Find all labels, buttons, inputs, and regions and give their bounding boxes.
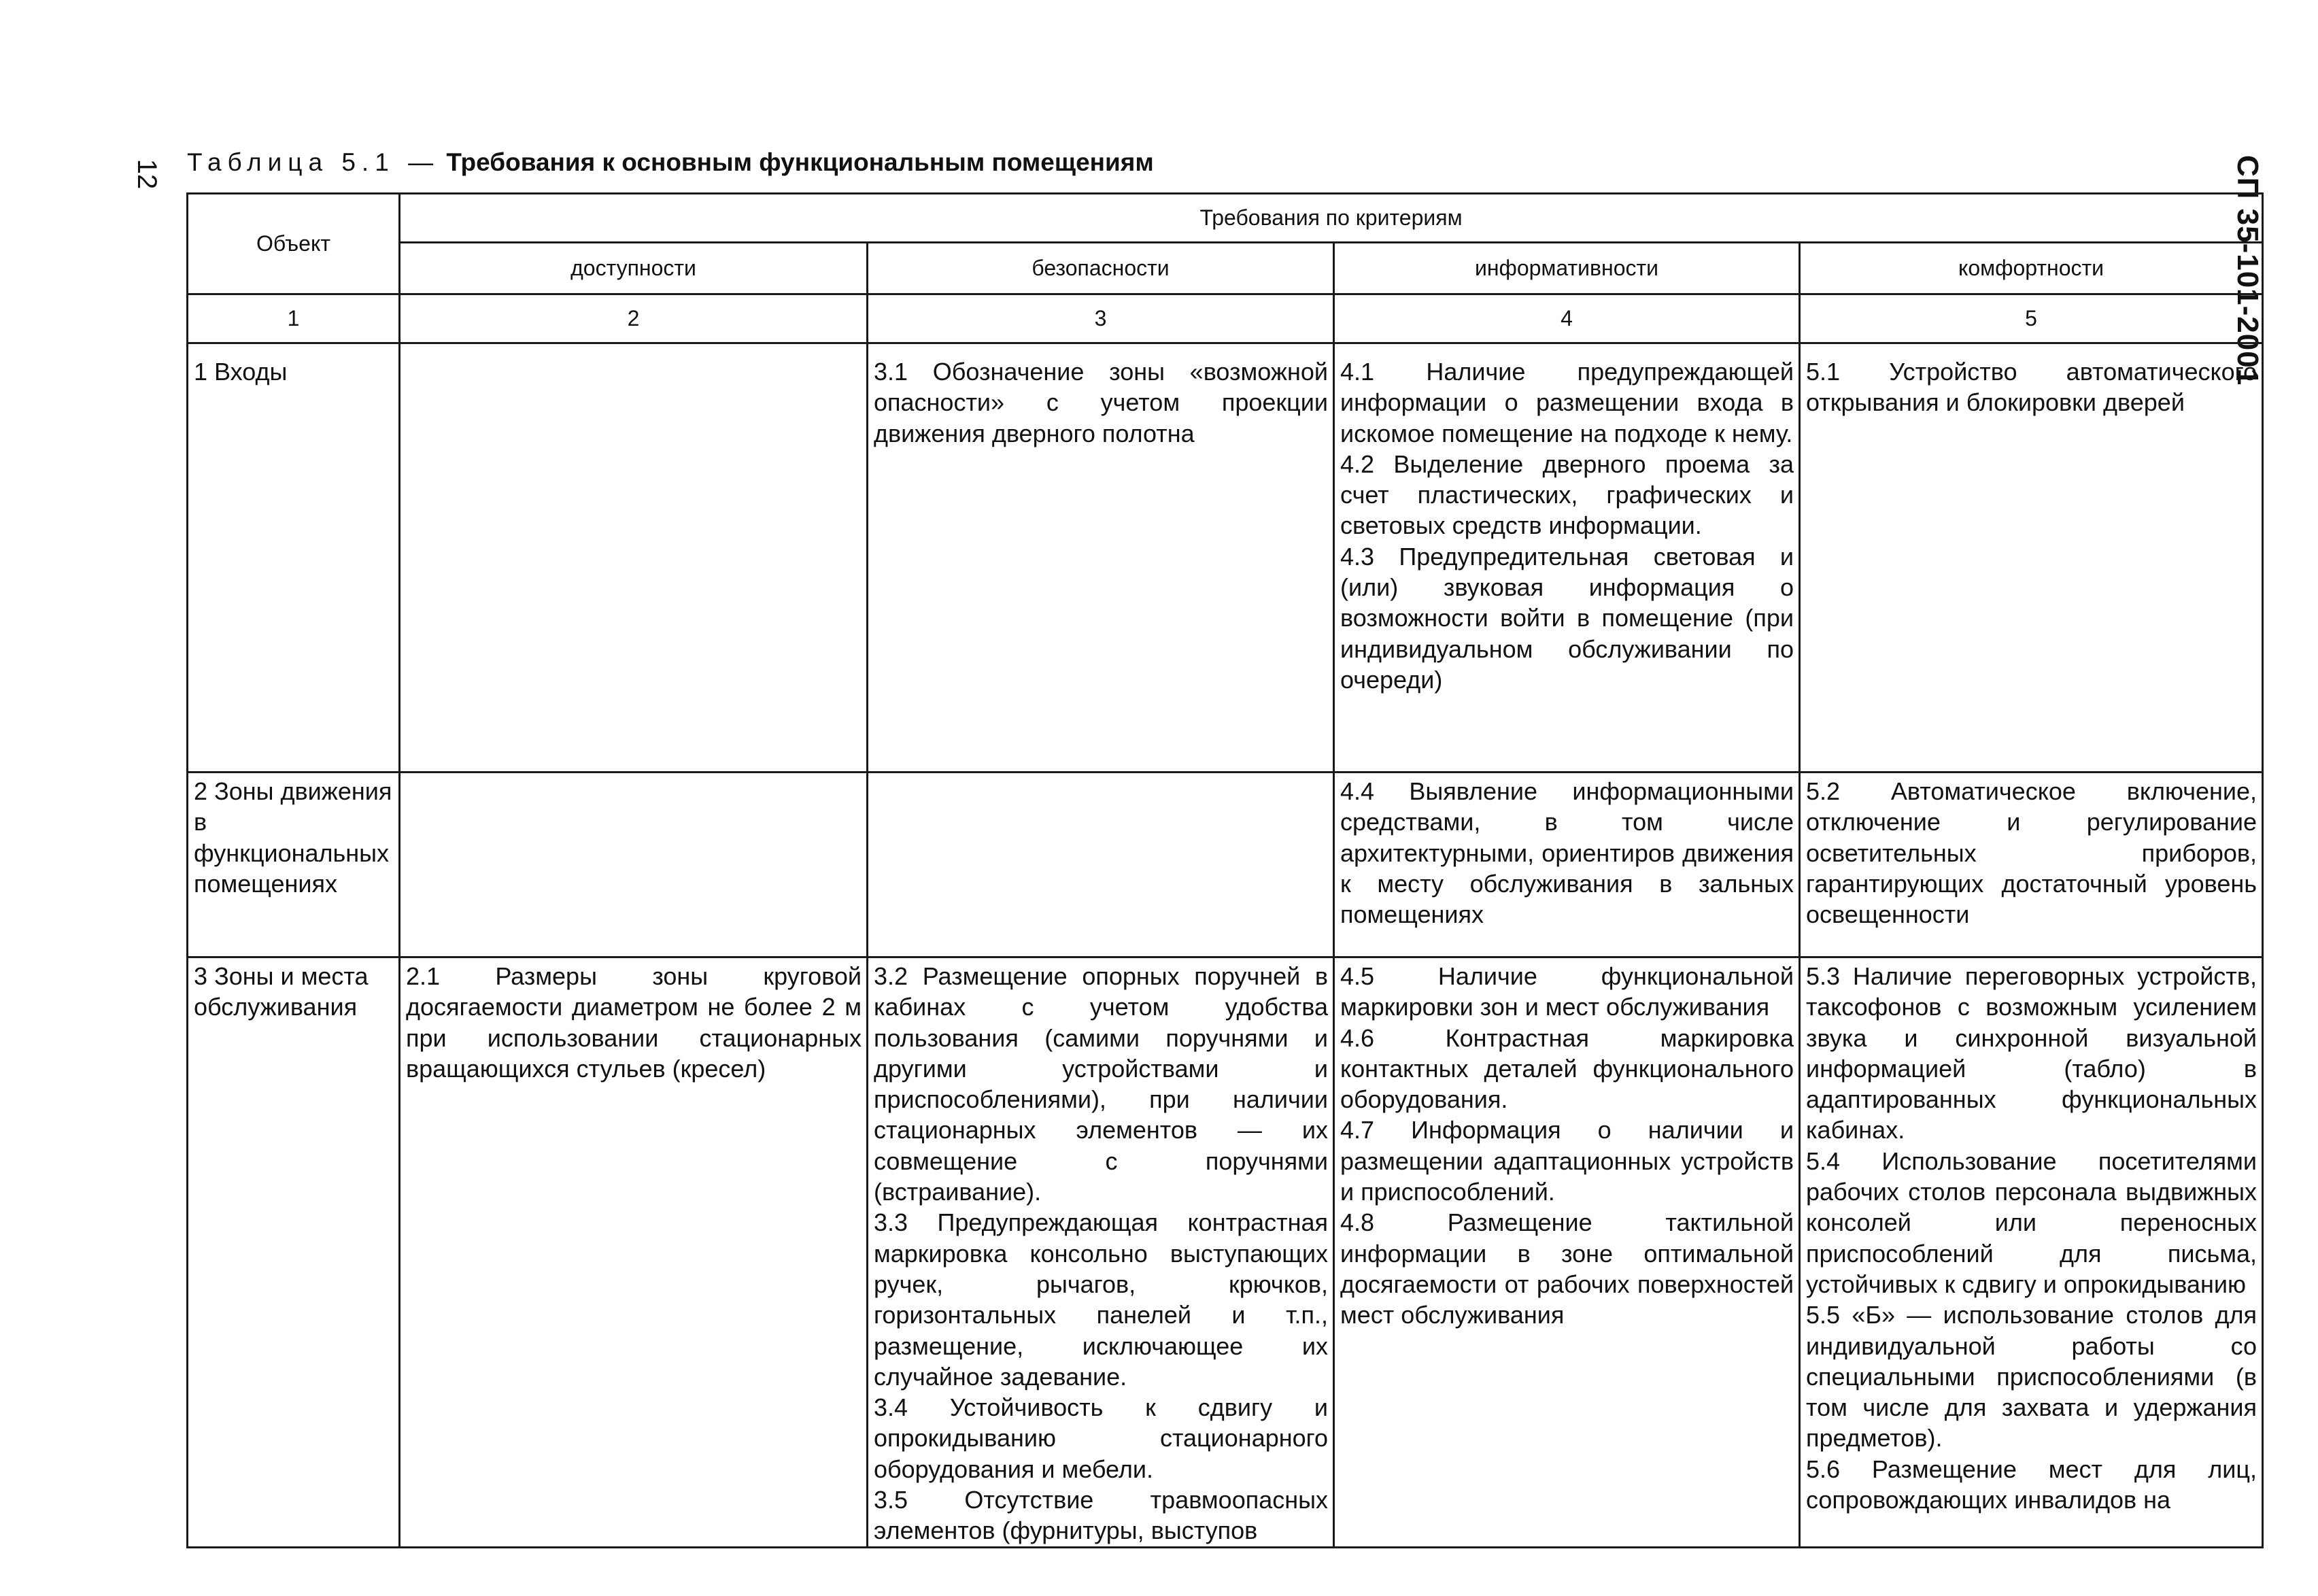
requirement-item: 4.7 Информация о наличии и размещении адаптационных устройств и приспособлений. [1340, 1116, 1794, 1206]
column-number: 1 [188, 294, 400, 343]
requirement-item: 5.6 Размещение мест для лиц, сопровождающих инвалидов на [1806, 1455, 2257, 1514]
informativeness-cell [1334, 343, 1800, 772]
requirement-item: 5.5 «Б» — использование столов для индивидуальной работы со специальными приспособлениями (в том числе для захвата и удержания предметов). [1806, 1301, 2257, 1453]
object-label: 1 Входы [194, 358, 288, 386]
table-title-prefix: Таблица 5.1 — [187, 148, 440, 176]
requirement-item: 5.3 Наличие переговорных устройств, таксофонов с возможным усилением звука и синхронной визуальной информацией (табло) в адаптированных функциональных кабинах. [1806, 962, 2257, 1144]
table-row [188, 343, 2263, 772]
requirement-item: 5.4 Использование посетителями рабочих столов персонала выдвижных консолей или переносных приспособлений для письма, устойчивых к сдвигу и опрокидыванию [1806, 1147, 2257, 1298]
table-row [188, 772, 2263, 957]
header-object: Объект [188, 194, 400, 294]
header-criterion-accessibility: доступности [400, 243, 868, 294]
safety-cell [868, 772, 1334, 957]
comfort-cell [1800, 957, 2263, 1548]
column-number: 3 [868, 294, 1334, 343]
header-row-2 [188, 243, 2263, 294]
requirement-item: 3.3 Предупреждающая контрастная маркировка консольно выступающих ручек, рычагов, крючков, горизонтальных панелей и т.п., размещение, исключающее их случайное задевание. [874, 1208, 1328, 1391]
header-criterion-informativeness: информативности [1334, 243, 1800, 294]
requirement-item: 3.2 Размещение опорных поручней в кабинах с учетом удобства пользования (самими поручнями и другими устройствами и приспособлениями), при наличии стационарных элементов — их совмещение с поручнями (встраивание). [874, 962, 1328, 1206]
header-requirements: Требования по критериям [400, 194, 2263, 243]
requirement-item: 3.5 Отсутствие травмоопасных элементов (фурнитуры, выступов [874, 1486, 1328, 1545]
object-label: 3 Зоны и места обслуживания [194, 962, 369, 1021]
table-title-bold: Требования к основным функциональным помещениям [446, 148, 1154, 176]
page-number: 12 [132, 158, 163, 190]
safety-cell [868, 343, 1334, 772]
accessibility-cell [400, 772, 868, 957]
requirement-item: 4.2 Выделение дверного проема за счет пластических, графических и световых средств информации. [1340, 449, 1794, 540]
header-criterion-safety: безопасности [868, 243, 1334, 294]
accessibility-cell [400, 343, 868, 772]
requirement-item: 4.8 Размещение тактильной информации в зоне оптимальной досягаемости от рабочих поверхностей мест обслуживания [1340, 1208, 1794, 1329]
table-row [188, 957, 2263, 1548]
requirement-item: 3.1 Обозначение зоны «возможной опасности» с учетом проекции движения дверного полотна [874, 358, 1328, 447]
requirement-item: 3.4 Устойчивость к сдвигу и опрокидыванию стационарного оборудования и мебели. [874, 1393, 1328, 1483]
column-number: 4 [1334, 294, 1800, 343]
requirement-item: 5.2 Автоматическое включение, отключение и регулирование осветительных приборов, гарантирующих достаточный уровень освещенности [1806, 777, 2257, 929]
header-row-1 [188, 194, 2263, 243]
requirements-table [186, 192, 2264, 1548]
requirement-item: 5.1 Устройство автоматического открывания и блокировки дверей [1806, 358, 2257, 417]
header-criterion-comfort: комфортности [1800, 243, 2263, 294]
object-cell [188, 772, 400, 957]
requirement-item: 4.5 Наличие функциональной маркировки зон и мест обслуживания [1340, 962, 1794, 1021]
column-number: 5 [1800, 294, 2263, 343]
requirement-item: 4.1 Наличие предупреждающей информации о размещении входа в искомое помещение на подходе к нему. [1340, 358, 1794, 447]
object-label: 2 Зоны движения в функциональных помещениях [194, 777, 392, 898]
accessibility-cell [400, 957, 868, 1548]
object-cell [188, 343, 400, 772]
comfort-cell [1800, 772, 2263, 957]
column-numbers-row [188, 294, 2263, 343]
requirement-item: 4.4 Выявление информационными средствами, в том числе архитектурными, ориентиров движения к месту обслуживания в зальных помещениях [1340, 777, 1794, 929]
safety-cell [868, 957, 1334, 1548]
requirement-item: 2.1 Размеры зоны круговой досягаемости диаметром не более 2 м при использовании стационарных вращающихся стульев (кресел) [406, 962, 862, 1083]
requirement-item: 4.3 Предупредительная световая и (или) звуковая информация о возможности войти в помещение (при индивидуальном обслуживании по очереди) [1340, 542, 1794, 694]
column-number: 2 [400, 294, 868, 343]
informativeness-cell [1334, 772, 1800, 957]
informativeness-cell [1334, 957, 1800, 1548]
comfort-cell [1800, 343, 2263, 772]
doc-code: СП 35-101-2001 [2231, 155, 2264, 386]
requirement-item: 4.6 Контрастная маркировка контактных деталей функционального оборудования. [1340, 1023, 1794, 1114]
table-title [187, 148, 1154, 177]
object-cell [188, 957, 400, 1548]
